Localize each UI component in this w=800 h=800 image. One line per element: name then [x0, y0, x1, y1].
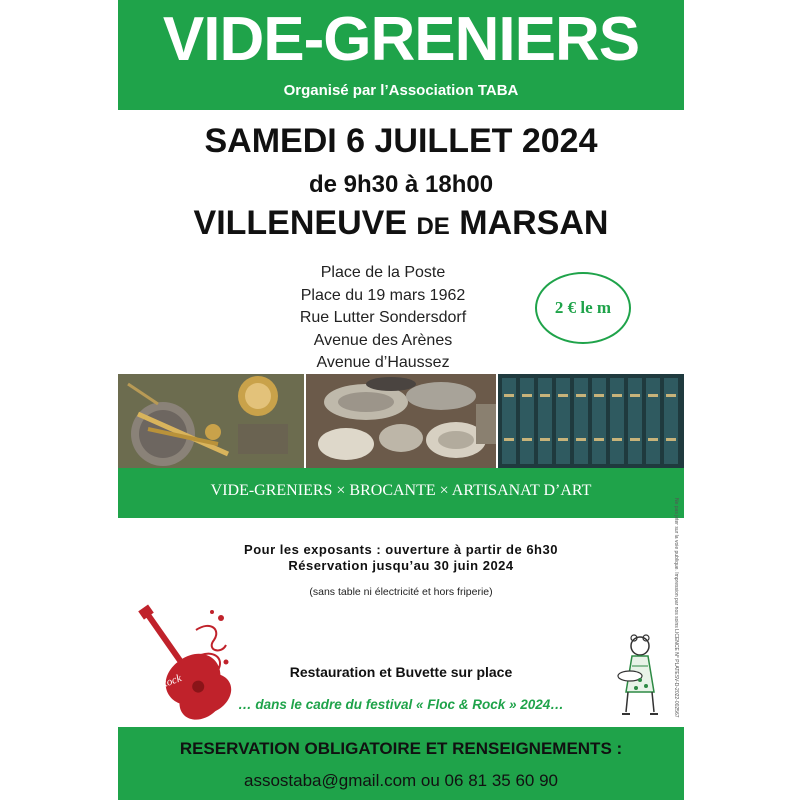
- legal-text: Ne pas jeter sur la voie publique. Impression par nos soins LICENCE N° PLATESV-D-2022-002567: [673, 498, 679, 718]
- exhibitor-reservation: Réservation jusqu’au 30 juin 2024: [288, 558, 514, 573]
- footer-banner: [118, 727, 684, 800]
- logo-text: Floc Rock: [136, 672, 184, 699]
- exhibitor-note: (sans table ni électricité et hors friperie): [309, 586, 493, 598]
- place-item: Rue Lutter Sondersdorf: [299, 309, 467, 326]
- poster-title: VIDE-GRENIERS: [162, 5, 640, 74]
- poster: [118, 0, 684, 800]
- place-item: Avenue des Arènes: [313, 331, 453, 349]
- header-banner: [118, 0, 684, 110]
- photo-brass-instruments: [118, 374, 304, 468]
- town-part-2: DE: [416, 213, 450, 240]
- town-part-1: VILLENEUVE: [193, 204, 407, 242]
- legal-mention: [671, 498, 681, 718]
- photo-ceramic-dishes: [306, 374, 496, 468]
- festival-info: … dans le cadre du festival « Floc & Rock » 2024…: [238, 697, 564, 712]
- photo-book-shelf: [498, 374, 684, 468]
- place-item: Place de la Poste: [320, 264, 446, 281]
- event-date: SAMEDI 6 JUILLET 2024: [204, 122, 598, 160]
- activities-band: [118, 468, 684, 518]
- places-list: [268, 262, 498, 375]
- food-info: Restauration et Buvette sur place: [289, 664, 513, 680]
- photo-strip: [118, 374, 684, 468]
- price-badge: 2 € le m: [535, 272, 631, 344]
- exhibitor-info: [118, 542, 684, 574]
- place-item: Avenue d’Haussez: [316, 354, 450, 371]
- town-part-3: MARSAN: [459, 204, 609, 242]
- organizer-line: Organisé par l’Association TABA: [283, 82, 519, 99]
- event-town: [118, 204, 684, 243]
- contact-info: assostaba@gmail.com ou 06 81 35 60 90: [243, 771, 558, 790]
- woman-illustration: [610, 632, 670, 722]
- reservation-heading: RESERVATION OBLIGATOIRE ET RENSEIGNEMENTS :: [179, 739, 623, 758]
- activities-text: VIDE-GRENIERS × BROCANTE × ARTISANAT D’ART: [210, 482, 592, 499]
- place-item: Place du 19 mars 1962: [300, 286, 466, 304]
- exhibitor-opening: Pour les exposants : ouverture à partir de 6h30: [244, 542, 558, 557]
- event-hours: de 9h30 à 18h00: [308, 171, 494, 198]
